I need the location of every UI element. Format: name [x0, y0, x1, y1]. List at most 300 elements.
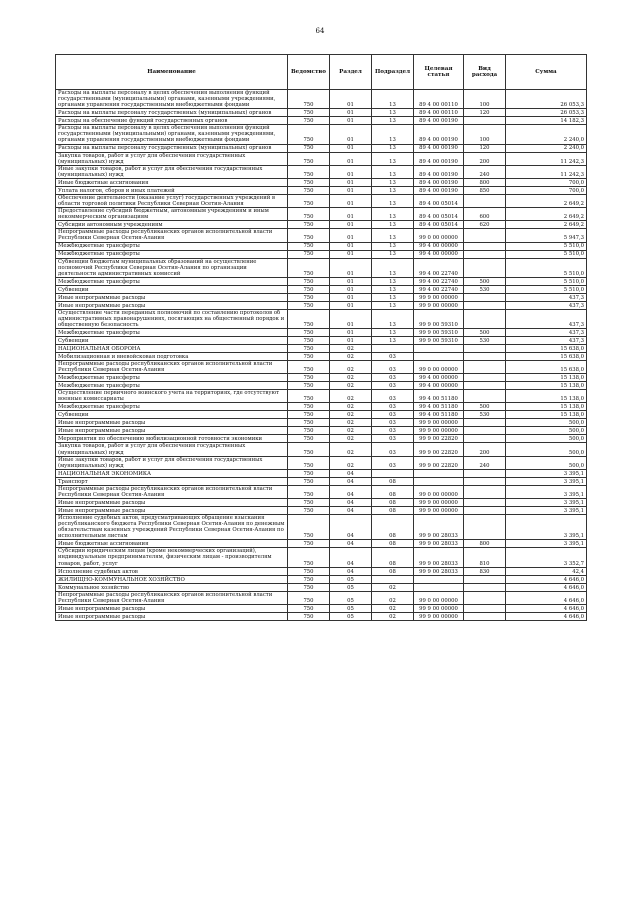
cell-amount: 4 646,0 [506, 604, 587, 612]
cell-section: 01 [330, 250, 372, 258]
table-row [56, 612, 587, 620]
cell-subsection: 03 [372, 390, 414, 403]
cell-subsection: 03 [372, 403, 414, 411]
cell-ministry: 750 [288, 540, 330, 548]
table-row [56, 309, 587, 328]
cell-expense-type [464, 374, 506, 382]
cell-section: 01 [330, 301, 372, 309]
table-row [56, 345, 587, 353]
cell-ministry: 750 [288, 567, 330, 575]
cell-section: 02 [330, 419, 372, 427]
table-row [56, 109, 587, 117]
cell-name: Расходы на выплаты персоналу государственных (муниципальных) органов [56, 144, 288, 152]
cell-section: 02 [330, 361, 372, 374]
cell-name: Иные закупки товаров, работ и услуг для обеспечения государственных (муниципальных) нужд [56, 165, 288, 178]
cell-target: 99 9 00 28033 [414, 567, 464, 575]
cell-target: 99 9 00 00000 [414, 612, 464, 620]
cell-expense-type [464, 477, 506, 485]
cell-ministry: 750 [288, 293, 330, 301]
cell-amount: 500,0 [506, 419, 587, 427]
table-row [56, 403, 587, 411]
cell-name: Расходы на выплаты персоналу государственных (муниципальных) органов [56, 109, 288, 117]
cell-section: 04 [330, 507, 372, 515]
cell-amount: 15 638,0 [506, 345, 587, 353]
cell-subsection: 13 [372, 186, 414, 194]
cell-target: 99 4 00 22740 [414, 258, 464, 277]
cell-target: 89 4 00 00110 [414, 109, 464, 117]
table-row [56, 591, 587, 604]
cell-subsection: 13 [372, 194, 414, 207]
table-row [56, 477, 587, 485]
cell-section: 01 [330, 208, 372, 221]
cell-subsection: 08 [372, 515, 414, 540]
table-row [56, 285, 587, 293]
cell-ministry: 750 [288, 583, 330, 591]
cell-subsection: 13 [372, 144, 414, 152]
cell-target: 89 4 00 00190 [414, 144, 464, 152]
cell-amount: 4 646,0 [506, 612, 587, 620]
cell-ministry: 750 [288, 186, 330, 194]
cell-section: 04 [330, 567, 372, 575]
cell-ministry: 750 [288, 353, 330, 361]
cell-subsection [372, 575, 414, 583]
cell-ministry: 750 [288, 109, 330, 117]
cell-subsection [372, 345, 414, 353]
cell-name: Расходы на выплаты персоналу в целях обеспечения выполнения функций государственными (муниципальными) органами, казенными учреждениями, органами управления государственными внебюджетными фондами [56, 125, 288, 144]
cell-subsection: 13 [372, 301, 414, 309]
cell-section: 01 [330, 186, 372, 194]
cell-subsection: 08 [372, 548, 414, 567]
cell-target: 99 0 00 00000 [414, 361, 464, 374]
cell-target: 99 9 00 00000 [414, 499, 464, 507]
cell-section: 05 [330, 604, 372, 612]
cell-subsection: 03 [372, 374, 414, 382]
cell-section: 01 [330, 293, 372, 301]
cell-ministry: 750 [288, 221, 330, 229]
table-row [56, 390, 587, 403]
cell-expense-type [464, 499, 506, 507]
cell-amount: 2 649,2 [506, 194, 587, 207]
cell-ministry: 750 [288, 345, 330, 353]
cell-amount: 5 510,0 [506, 250, 587, 258]
cell-subsection: 13 [372, 293, 414, 301]
cell-subsection: 13 [372, 125, 414, 144]
cell-expense-type [464, 301, 506, 309]
cell-ministry: 750 [288, 125, 330, 144]
cell-subsection: 13 [372, 178, 414, 186]
cell-name: Предоставление субсидий бюджетным, автономным учреждениям и иным некоммерческим организациям [56, 208, 288, 221]
cell-expense-type: 800 [464, 178, 506, 186]
cell-target: 99 4 00 51180 [414, 390, 464, 403]
cell-ministry: 750 [288, 229, 330, 242]
table-row [56, 117, 587, 125]
cell-section: 01 [330, 329, 372, 337]
cell-target: 99 9 00 28033 [414, 548, 464, 567]
cell-subsection: 13 [372, 285, 414, 293]
table-row [56, 293, 587, 301]
cell-name: Уплата налогов, сборов и иных платежей [56, 186, 288, 194]
cell-amount: 3 395,1 [506, 499, 587, 507]
cell-ministry: 750 [288, 591, 330, 604]
cell-subsection: 13 [372, 329, 414, 337]
cell-name: Межбюджетные трансферты [56, 403, 288, 411]
table-header-row [56, 55, 587, 90]
cell-amount: 5 510,0 [506, 258, 587, 277]
cell-subsection: 03 [372, 361, 414, 374]
cell-subsection: 13 [372, 109, 414, 117]
cell-amount: 3 395,1 [506, 477, 587, 485]
cell-expense-type [464, 390, 506, 403]
table-row [56, 411, 587, 419]
cell-expense-type: 530 [464, 337, 506, 345]
cell-subsection: 08 [372, 485, 414, 498]
cell-expense-type [464, 293, 506, 301]
table-row [56, 178, 587, 186]
cell-amount: 5 510,0 [506, 285, 587, 293]
cell-section: 02 [330, 374, 372, 382]
cell-expense-type [464, 229, 506, 242]
table-row [56, 152, 587, 165]
cell-expense-type: 100 [464, 90, 506, 109]
table-row [56, 604, 587, 612]
cell-section: 05 [330, 583, 372, 591]
cell-target: 89 4 00 00190 [414, 125, 464, 144]
table-body [56, 90, 587, 621]
cell-ministry: 750 [288, 435, 330, 443]
cell-name: Межбюджетные трансферты [56, 382, 288, 390]
table-row [56, 374, 587, 382]
cell-section: 01 [330, 117, 372, 125]
cell-name: Непрограммные расходы республиканских органов исполнительной власти Республики Северная Осетия-Алания [56, 361, 288, 374]
cell-expense-type [464, 250, 506, 258]
cell-ministry: 750 [288, 499, 330, 507]
cell-ministry: 750 [288, 242, 330, 250]
cell-expense-type: 200 [464, 152, 506, 165]
cell-target: 89 4 00 00190 [414, 165, 464, 178]
cell-ministry: 750 [288, 485, 330, 498]
cell-amount: 700,0 [506, 186, 587, 194]
cell-expense-type [464, 309, 506, 328]
cell-expense-type [464, 435, 506, 443]
cell-name: Иные непрограммные расходы [56, 293, 288, 301]
cell-section: 05 [330, 591, 372, 604]
cell-expense-type: 500 [464, 277, 506, 285]
cell-expense-type: 620 [464, 221, 506, 229]
cell-ministry: 750 [288, 403, 330, 411]
cell-amount: 4 646,0 [506, 575, 587, 583]
cell-subsection: 08 [372, 567, 414, 575]
cell-ministry: 750 [288, 612, 330, 620]
column-header-ministry: Ведомство [288, 55, 330, 90]
table-row [56, 194, 587, 207]
cell-section: 02 [330, 390, 372, 403]
cell-expense-type: 240 [464, 165, 506, 178]
cell-section: 01 [330, 178, 372, 186]
cell-subsection [372, 469, 414, 477]
cell-amount: 11 242,3 [506, 152, 587, 165]
table-row [56, 583, 587, 591]
cell-amount: 15 138,0 [506, 390, 587, 403]
cell-name: Субвенции бюджетам муниципальных образований на осуществление полномочий Республики Северная Осетия-Алания по организации деятельности административных комиссий [56, 258, 288, 277]
cell-target [414, 469, 464, 477]
cell-ministry: 750 [288, 178, 330, 186]
cell-ministry: 750 [288, 117, 330, 125]
cell-target: 99 9 00 59310 [414, 337, 464, 345]
cell-name: Субвенции [56, 337, 288, 345]
page-number: 64 [315, 27, 325, 35]
cell-subsection: 08 [372, 477, 414, 485]
cell-section: 01 [330, 144, 372, 152]
cell-name: Субвенции [56, 285, 288, 293]
cell-section: 02 [330, 353, 372, 361]
cell-expense-type [464, 604, 506, 612]
cell-target: 99 4 00 51180 [414, 411, 464, 419]
cell-name: Расходы на выплаты персоналу в целях обеспечения выполнения функций государственными (муниципальными) органами, казенными учреждениями, органами управления государственными внебюджетными фондами [56, 90, 288, 109]
column-header-expense-type: Вид расхода [464, 55, 506, 90]
cell-section: 02 [330, 427, 372, 435]
cell-amount: 3 395,1 [506, 540, 587, 548]
cell-subsection: 13 [372, 229, 414, 242]
cell-amount: 3 395,1 [506, 507, 587, 515]
cell-name: Закупка товаров, работ и услуг для обеспечения государственных (муниципальных) нужд [56, 443, 288, 456]
cell-expense-type [464, 507, 506, 515]
cell-target: 99 4 00 00000 [414, 382, 464, 390]
cell-name: Исполнение судебных актов [56, 567, 288, 575]
cell-amount: 5 947,3 [506, 229, 587, 242]
cell-amount: 5 510,0 [506, 277, 587, 285]
cell-name: Иные бюджетные ассигнования [56, 540, 288, 548]
cell-section: 04 [330, 499, 372, 507]
cell-section: 02 [330, 435, 372, 443]
cell-section: 01 [330, 125, 372, 144]
cell-amount: 15 138,0 [506, 411, 587, 419]
cell-ministry: 750 [288, 456, 330, 469]
cell-ministry: 750 [288, 90, 330, 109]
cell-section: 02 [330, 382, 372, 390]
cell-ministry: 750 [288, 208, 330, 221]
cell-expense-type: 500 [464, 329, 506, 337]
cell-subsection: 03 [372, 435, 414, 443]
table-row [56, 229, 587, 242]
cell-section: 04 [330, 477, 372, 485]
cell-section: 04 [330, 485, 372, 498]
cell-subsection: 03 [372, 419, 414, 427]
column-header-target: Целевая статья [414, 55, 464, 90]
cell-name: Межбюджетные трансферты [56, 250, 288, 258]
cell-amount: 15 638,0 [506, 361, 587, 374]
cell-ministry: 750 [288, 469, 330, 477]
cell-section: 04 [330, 540, 372, 548]
cell-name: Иные непрограммные расходы [56, 612, 288, 620]
cell-name: Иные закупки товаров, работ и услуг для обеспечения государственных (муниципальных) нужд [56, 456, 288, 469]
cell-section: 05 [330, 612, 372, 620]
cell-name: Закупка товаров, работ и услуг для обеспечения государственных (муниципальных) нужд [56, 152, 288, 165]
cell-target: 99 9 00 59310 [414, 329, 464, 337]
cell-subsection: 02 [372, 583, 414, 591]
cell-section: 04 [330, 548, 372, 567]
cell-name: Непрограммные расходы республиканских органов исполнительной власти Республики Северная Осетия-Алания [56, 229, 288, 242]
table-row [56, 540, 587, 548]
cell-name: Осуществление части переданных полномочий по составлению протоколов об административных правонарушениях, посягающих на общественный порядок и общественную безопасность [56, 309, 288, 328]
cell-target: 99 9 00 00000 [414, 293, 464, 301]
table-row [56, 125, 587, 144]
cell-expense-type [464, 194, 506, 207]
cell-subsection: 13 [372, 165, 414, 178]
cell-target: 99 0 00 00000 [414, 485, 464, 498]
cell-subsection: 03 [372, 443, 414, 456]
cell-target [414, 353, 464, 361]
cell-ministry: 750 [288, 285, 330, 293]
cell-amount: 4 646,0 [506, 591, 587, 604]
cell-target: 99 4 00 51180 [414, 403, 464, 411]
cell-name: Иные непрограммные расходы [56, 427, 288, 435]
cell-amount: 4 646,0 [506, 583, 587, 591]
cell-ministry: 750 [288, 548, 330, 567]
cell-section: 02 [330, 411, 372, 419]
cell-target [414, 575, 464, 583]
cell-target: 89 4 00 00190 [414, 178, 464, 186]
cell-subsection: 13 [372, 258, 414, 277]
cell-section: 01 [330, 337, 372, 345]
cell-target: 99 9 00 22820 [414, 435, 464, 443]
cell-name: Иные непрограммные расходы [56, 604, 288, 612]
cell-name: Иные непрограммные расходы [56, 507, 288, 515]
cell-expense-type: 120 [464, 144, 506, 152]
table-row [56, 361, 587, 374]
table-row [56, 456, 587, 469]
column-header-section: Раздел [330, 55, 372, 90]
cell-subsection: 13 [372, 221, 414, 229]
cell-section: 01 [330, 277, 372, 285]
table-row [56, 575, 587, 583]
cell-expense-type: 240 [464, 456, 506, 469]
cell-subsection: 13 [372, 152, 414, 165]
cell-section: 01 [330, 285, 372, 293]
cell-amount: 2 649,2 [506, 221, 587, 229]
cell-expense-type [464, 353, 506, 361]
cell-ministry: 750 [288, 250, 330, 258]
cell-expense-type: 810 [464, 548, 506, 567]
cell-target: 89 4 00 00190 [414, 152, 464, 165]
table-row [56, 250, 587, 258]
cell-amount: 11 242,3 [506, 165, 587, 178]
table-row [56, 469, 587, 477]
cell-section: 01 [330, 242, 372, 250]
cell-ministry: 750 [288, 390, 330, 403]
cell-subsection: 13 [372, 337, 414, 345]
cell-expense-type [464, 469, 506, 477]
cell-subsection: 13 [372, 90, 414, 109]
cell-ministry: 750 [288, 329, 330, 337]
cell-name: Межбюджетные трансферты [56, 329, 288, 337]
cell-ministry: 750 [288, 194, 330, 207]
cell-target: 89 4 00 05014 [414, 194, 464, 207]
table-row [56, 353, 587, 361]
cell-name: Осуществление первичного воинского учета на территориях, где отсутствуют военные комиссариаты [56, 390, 288, 403]
cell-amount: 26 053,3 [506, 90, 587, 109]
cell-expense-type [464, 242, 506, 250]
cell-target: 89 4 00 00190 [414, 186, 464, 194]
table-row [56, 419, 587, 427]
cell-expense-type: 100 [464, 125, 506, 144]
cell-amount: 500,0 [506, 435, 587, 443]
table-row [56, 567, 587, 575]
cell-amount: 700,0 [506, 178, 587, 186]
cell-amount: 3 352,7 [506, 548, 587, 567]
cell-name: Иные непрограммные расходы [56, 301, 288, 309]
table-row [56, 221, 587, 229]
cell-subsection: 13 [372, 277, 414, 285]
table-row [56, 165, 587, 178]
table-row [56, 485, 587, 498]
cell-name: ЖИЛИЩНО-КОММУНАЛЬНОЕ ХОЗЯЙСТВО [56, 575, 288, 583]
cell-target: 99 9 00 22820 [414, 456, 464, 469]
table-row [56, 144, 587, 152]
cell-name: Межбюджетные трансферты [56, 242, 288, 250]
table-row [56, 435, 587, 443]
cell-target: 99 4 00 00000 [414, 242, 464, 250]
cell-subsection: 03 [372, 353, 414, 361]
cell-target: 99 9 00 28033 [414, 540, 464, 548]
cell-amount: 3 395,1 [506, 469, 587, 477]
cell-expense-type [464, 419, 506, 427]
cell-section: 01 [330, 309, 372, 328]
cell-name: Межбюджетные трансферты [56, 277, 288, 285]
cell-expense-type [464, 612, 506, 620]
cell-expense-type [464, 361, 506, 374]
cell-expense-type: 530 [464, 285, 506, 293]
cell-ministry: 750 [288, 515, 330, 540]
cell-amount: 15 638,0 [506, 353, 587, 361]
table-row [56, 507, 587, 515]
cell-name: Обеспечение деятельности (оказание услуг) государственных учреждений в области торговой политики Республики Северная Осетия-Алания [56, 194, 288, 207]
cell-ministry: 750 [288, 575, 330, 583]
cell-section: 01 [330, 221, 372, 229]
cell-ministry: 750 [288, 419, 330, 427]
cell-expense-type [464, 345, 506, 353]
cell-ministry: 750 [288, 277, 330, 285]
cell-target: 99 9 00 00000 [414, 604, 464, 612]
cell-target: 99 4 00 00000 [414, 374, 464, 382]
cell-name: НАЦИОНАЛЬНАЯ ОБОРОНА [56, 345, 288, 353]
cell-target: 99 9 00 00000 [414, 419, 464, 427]
cell-name: Иные непрограммные расходы [56, 499, 288, 507]
cell-subsection: 13 [372, 250, 414, 258]
table-row [56, 443, 587, 456]
cell-expense-type: 830 [464, 567, 506, 575]
cell-subsection: 08 [372, 499, 414, 507]
cell-section: 02 [330, 443, 372, 456]
table-row [56, 277, 587, 285]
cell-ministry: 750 [288, 152, 330, 165]
cell-section: 02 [330, 403, 372, 411]
cell-name: Непрограммные расходы республиканских органов исполнительной власти Республики Северная Осетия-Алания [56, 591, 288, 604]
cell-target: 99 4 00 22740 [414, 285, 464, 293]
cell-amount: 15 138,0 [506, 382, 587, 390]
table-row [56, 242, 587, 250]
cell-expense-type [464, 117, 506, 125]
cell-target [414, 583, 464, 591]
cell-name: Иные бюджетные ассигнования [56, 178, 288, 186]
cell-target: 99 0 00 00000 [414, 591, 464, 604]
cell-subsection: 02 [372, 604, 414, 612]
cell-expense-type [464, 258, 506, 277]
cell-target: 89 4 00 00110 [414, 90, 464, 109]
cell-amount: 3 395,1 [506, 515, 587, 540]
cell-section: 02 [330, 456, 372, 469]
cell-amount: 437,3 [506, 301, 587, 309]
table-row [56, 301, 587, 309]
